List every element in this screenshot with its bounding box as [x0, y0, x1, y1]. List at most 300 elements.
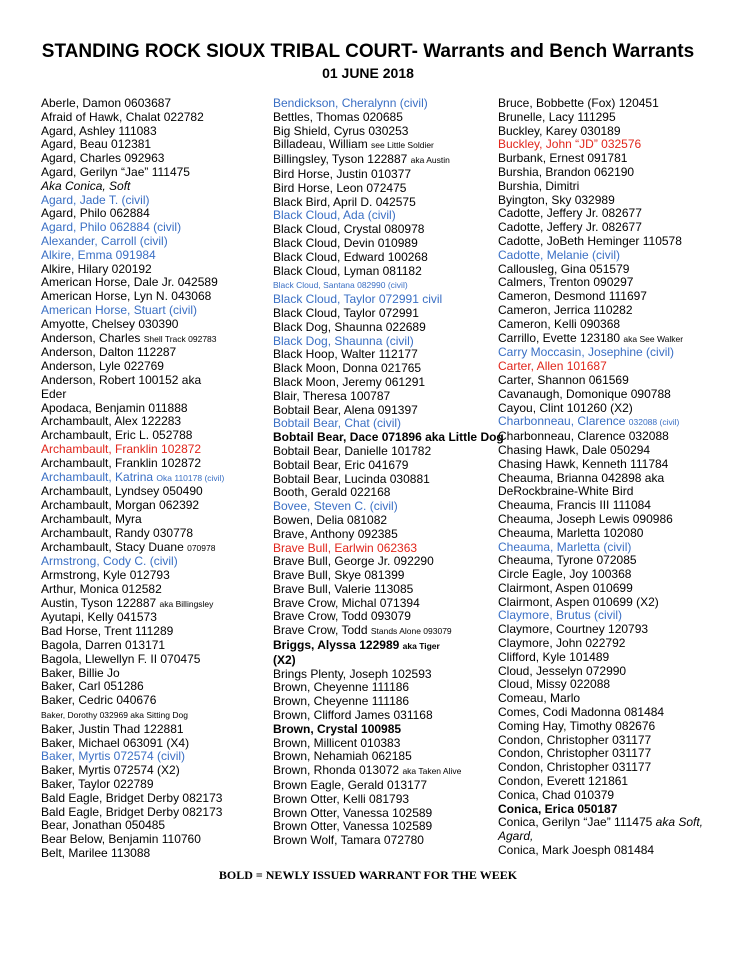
entry-text: Austin, Tyson 122887 [41, 595, 157, 610]
warrant-entry [498, 402, 730, 416]
entry-text: Black Cloud, Taylor 072991 [273, 305, 419, 320]
entry-text: Agard, Ashley 111083 [41, 123, 157, 138]
warrant-entry [498, 678, 730, 692]
entry-text: Armstrong, Cody C. (civil) [41, 554, 178, 569]
entry-text: Conica, Chad 010379 [498, 787, 615, 802]
warrant-entry [41, 708, 273, 723]
warrant-entry [273, 251, 505, 265]
entry-text: Brave Crow, Todd [273, 623, 368, 638]
entry-text: Bald Eagle, Bridget Derby 082173 [41, 804, 223, 819]
warrant-entry [41, 415, 273, 429]
warrant-entry [41, 694, 273, 708]
entry-note: see Little Soldier [371, 140, 434, 151]
warrant-entry [41, 249, 273, 263]
entry-text: Black Cloud, Edward 100268 [273, 249, 428, 264]
warrant-entry [273, 737, 505, 751]
warrant-entry [41, 541, 273, 556]
column-1 [41, 97, 273, 861]
entry-text: Archambault, Alex 122283 [41, 414, 182, 429]
entry-text: Baker, Michael 063091 (X4) [41, 735, 190, 750]
warrant-entry [498, 582, 730, 596]
entry-text: Chasing Hawk, Dale 050294 [498, 442, 651, 457]
warrant-entry [273, 723, 505, 737]
warrant-entry [498, 706, 730, 720]
entry-text: Agard, Charles 092963 [41, 151, 165, 166]
warrant-entry [498, 609, 730, 623]
entry-text: American Horse, Lyn N. 043068 [41, 289, 212, 304]
entry-text: Bagola, Llewellyn F. II 070475 [41, 651, 201, 666]
entry-text: Carry Moccasin, Josephine (civil) [498, 345, 675, 360]
entry-note: aka Billingsley [159, 598, 214, 609]
warrant-entry [41, 625, 273, 639]
entry-text: Agard, Philo 062884 (civil) [41, 220, 182, 235]
entry-text: Bad Horse, Trent 111289 [41, 624, 174, 639]
entry-text: Archambault, Franklin 102872 [41, 455, 202, 470]
entry-text: Aberle, Damon 0603687 [41, 96, 172, 110]
warrant-entry [273, 542, 505, 556]
entry-text: Black Bird, April D. 042575 [273, 194, 416, 209]
warrant-entry [41, 764, 273, 778]
warrant-entry [41, 207, 273, 221]
warrant-entry [498, 789, 730, 803]
entry-text: Black Moon, Donna 021765 [273, 361, 422, 376]
entry-text: Brown Otter, Vanessa 102589 [273, 805, 433, 820]
warrant-entry [273, 307, 505, 321]
entry-text: Brave Crow, Michal 071394 [273, 595, 420, 610]
warrant-entry [41, 499, 273, 513]
warrant-entry [41, 263, 273, 277]
warrant-entry [498, 816, 730, 830]
entry-text: Belt, Marilee 113088 [41, 846, 151, 861]
warrant-entry [498, 623, 730, 637]
entry-note: aka See Walker [623, 333, 684, 344]
warrant-entry [498, 235, 730, 249]
entry-text: Brown Wolf, Tamara 072780 [273, 833, 424, 848]
warrant-entry [498, 651, 730, 665]
warrant-entry [41, 639, 273, 653]
warrant-entry [41, 221, 273, 235]
warrant-entry [273, 459, 505, 473]
warrant-entry [273, 639, 505, 654]
warrant-entry [498, 111, 730, 125]
entry-text: Callousleg, Gina 051579 [498, 261, 630, 276]
entry-text: Archambault, Randy 030778 [41, 525, 194, 540]
warrant-entry [273, 196, 505, 210]
warrant-entry [273, 153, 505, 168]
warrant-entry [498, 734, 730, 748]
warrant-entry [41, 374, 273, 388]
entry-text: Coming Hay, Timothy 082676 [498, 718, 656, 733]
entry-text: Condon, Christopher 031177 [498, 732, 652, 747]
warrant-entry [273, 168, 505, 182]
entry-text: Baker, Taylor 022789 [41, 777, 154, 792]
column-2 [273, 97, 505, 848]
warrant-entry [273, 709, 505, 723]
entry-note: aka Austin [410, 155, 450, 166]
entry-text: Brown, Cheyenne 111186 [273, 694, 410, 709]
entry-text: American Horse, Stuart (civil) [41, 302, 198, 317]
entry-text: Burbank, Ernest 091781 [498, 151, 628, 166]
entry-text: Agard, Philo 062884 [41, 206, 150, 221]
warrant-entry [498, 761, 730, 775]
entry-text: Arthur, Monica 012582 [41, 581, 162, 596]
entry-text: Byington, Sky 032989 [498, 192, 615, 207]
entry-text: Burshia, Dimitri [498, 178, 580, 193]
entry-text: Bird Horse, Leon 072475 [273, 180, 407, 195]
entry-note: 070978 [187, 542, 216, 553]
entry-text: Baker, Cedric 040676 [41, 693, 157, 708]
warrant-entry [498, 527, 730, 541]
entry-text: Brown, Nehamiah 062185 [273, 749, 412, 764]
entry-text: (X2) [273, 652, 296, 667]
warrant-entry [498, 554, 730, 568]
entry-text: Condon, Christopher 031177 [498, 760, 652, 775]
entry-text: Bobtail Bear, Eric 041679 [273, 457, 409, 472]
entry-text: Bendickson, Cheralynn (civil) [273, 96, 428, 110]
warrant-entry [273, 265, 505, 279]
warrant-entry [498, 430, 730, 444]
entry-text: Condon, Christopher 031177 [498, 746, 652, 761]
warrant-entry [498, 472, 730, 486]
entry-text: Archambault, Stacy Duane [41, 539, 184, 554]
warrant-entry [498, 152, 730, 166]
warrant-entry [498, 207, 730, 221]
legend-footer: BOLD = NEWLY ISSUED WARRANT FOR THE WEEK [218, 868, 518, 882]
warrant-entry [41, 847, 273, 861]
entry-text: Black Moon, Jeremy 061291 [273, 374, 426, 389]
entry-text: Brings Plenty, Joseph 102593 [273, 666, 432, 681]
entry-text: Clairmont, Aspen 010699 [498, 580, 633, 595]
entry-text: Bird Horse, Justin 010377 [273, 166, 412, 181]
entry-text: Big Shield, Cyrus 030253 [273, 123, 409, 138]
warrant-entry [41, 611, 273, 625]
warrant-entry [41, 138, 273, 152]
warrant-entry [273, 624, 505, 639]
entry-text: Cheauma, Joseph Lewis 090986 [498, 511, 673, 526]
entry-text: Cadotte, JoBeth Heminger 110578 [498, 233, 682, 248]
entry-text: Bear Below, Benjamin 110760 [41, 832, 201, 847]
entry-text: Amyotte, Chelsey 030390 [41, 316, 179, 331]
entry-text: Brown, Millicent 010383 [273, 735, 401, 750]
entry-text: Billingsley, Tyson 122887 [273, 152, 408, 167]
entry-text: Cloud, Jesselyn 072990 [498, 663, 627, 678]
warrant-entry [273, 445, 505, 459]
entry-text: Black Dog, Shaunna (civil) [273, 333, 414, 348]
entry-text: American Horse, Dale Jr. 042589 [41, 275, 218, 290]
warrant-entry [273, 500, 505, 514]
entry-text: Cameron, Jerrica 110282 [498, 302, 633, 317]
entry-text: Bobtail Bear, Dace 071896 aka Little Dog [273, 430, 504, 445]
warrant-entry [41, 792, 273, 806]
entry-text: Carter, Shannon 061569 [498, 372, 629, 387]
warrant-entry [273, 695, 505, 709]
warrant-entry [498, 844, 730, 858]
warrant-entry [41, 569, 273, 583]
entry-text: Black Cloud, Lyman 081182 [273, 263, 422, 278]
entry-text: Brave Bull, Earlwin 062363 [273, 540, 418, 555]
entry-text: Agard, [498, 829, 534, 844]
warrant-entry [41, 97, 273, 111]
entry-text: Archambault, Katrina [41, 469, 154, 484]
entry-text: Brown, Crystal 100985 [273, 721, 402, 736]
entry-text: Cadotte, Melanie (civil) [498, 247, 621, 262]
warrant-entry [498, 444, 730, 458]
entry-text: Eder [41, 386, 67, 401]
warrant-entry [498, 775, 730, 789]
warrant-entry [498, 194, 730, 208]
warrant-entry [41, 429, 273, 443]
warrant-entry [498, 830, 730, 844]
entry-text: Cavanaugh, Domonique 090788 [498, 386, 671, 401]
entry-text: Booth, Gerald 022168 [273, 485, 391, 500]
entry-text: Cameron, Desmond 111697 [498, 289, 647, 304]
warrant-entry [273, 404, 505, 418]
entry-text: Brown Eagle, Gerald 013177 [273, 778, 428, 793]
warrant-entry [41, 680, 273, 694]
warrant-entry [498, 388, 730, 402]
entry-text: Brave, Anthony 092385 [273, 526, 398, 541]
warrant-entry [498, 276, 730, 290]
entry-text: Bovee, Steven C. (civil) [273, 499, 398, 514]
warrant-entry [498, 568, 730, 582]
warrant-entry [273, 182, 505, 196]
warrant-entry [498, 332, 730, 347]
entry-note: Oka 110178 (civil) [156, 472, 225, 483]
entry-text: Blair, Theresa 100787 [273, 388, 391, 403]
entry-text: Afraid of Hawk, Chalat 022782 [41, 109, 204, 124]
warrant-entry [41, 750, 273, 764]
warrant-entry [273, 514, 505, 528]
warrant-entry [498, 692, 730, 706]
warrant-entry [41, 471, 273, 486]
entry-text: Baker, Myrtis 072574 (X2) [41, 763, 180, 778]
warrant-entry [41, 833, 273, 847]
entry-text: Alkire, Hilary 020192 [41, 261, 152, 276]
entry-text: Archambault, Franklin 102872 [41, 441, 202, 456]
warrant-entry [498, 180, 730, 194]
warrant-entry [498, 318, 730, 332]
warrant-entry [41, 653, 273, 667]
warrant-entry [41, 166, 273, 180]
entry-text: Bowen, Delia 081082 [273, 512, 388, 527]
entry-text: Brown Otter, Vanessa 102589 [273, 819, 433, 834]
warrant-entry [41, 485, 273, 499]
entry-text: Ayutapi, Kelly 041573 [41, 610, 157, 625]
entry-text: Comeau, Marlo [498, 691, 581, 706]
warrant-entry [273, 237, 505, 251]
warrant-entry [41, 527, 273, 541]
warrant-entry [41, 318, 273, 332]
entry-text: Bobtail Bear, Alena 091397 [273, 402, 418, 417]
entry-alias: aka Soft, [655, 815, 704, 830]
entry-text: Brown, Cheyenne 111186 [273, 680, 410, 695]
warrant-entry [498, 263, 730, 277]
entry-text: Cheauma, Brianna 042898 aka [498, 470, 665, 485]
entry-text: Agard, Gerilyn “Jae” 111475 [41, 164, 190, 179]
warrant-entry [41, 388, 273, 402]
entry-text: Anderson, Charles [41, 330, 141, 345]
warrant-entry [41, 402, 273, 416]
entry-text: Bettles, Thomas 020685 [273, 109, 403, 124]
entry-text: Conica, Gerilyn “Jae” 111475 [498, 815, 653, 830]
warrant-entry [41, 737, 273, 751]
entry-text: Black Dog, Shaunna 022689 [273, 319, 426, 334]
warrant-entry [498, 665, 730, 679]
entry-text: Brown, Rhonda 013072 [273, 763, 400, 778]
warrant-entry [498, 346, 730, 360]
entry-note: Shell Track 092783 [143, 333, 217, 344]
warrant-entry [498, 166, 730, 180]
entry-text: Black Cloud, Crystal 080978 [273, 222, 425, 237]
warrant-entry [41, 180, 273, 194]
entry-text: Apodaca, Benjamin 011888 [41, 400, 188, 415]
entry-text: Brave Crow, Todd 093079 [273, 609, 411, 624]
warrant-entry [498, 513, 730, 527]
warrant-entry [41, 360, 273, 374]
warrant-entry [273, 431, 505, 445]
warrant-entry [273, 362, 505, 376]
entry-text: Archambault, Lyndsey 050490 [41, 484, 203, 499]
entry-note: aka Tiger [402, 641, 440, 652]
warrant-entry [498, 499, 730, 513]
warrant-entry [41, 667, 273, 681]
entry-text: Carter, Allen 101687 [498, 359, 607, 374]
warrant-entry [41, 513, 273, 527]
entry-text: Brown Otter, Kelli 081793 [273, 791, 410, 806]
entry-text: Archambault, Myra [41, 511, 142, 526]
entry-text: Charbonneau, Clarence [498, 414, 626, 429]
entry-text: Claymore, John 022792 [498, 636, 626, 651]
warrant-entry [498, 125, 730, 139]
warrant-entry [41, 111, 273, 125]
entry-text: Clairmont, Aspen 010699 (X2) [498, 594, 659, 609]
warrant-entry [41, 290, 273, 304]
entry-text: Bobtail Bear, Danielle 101782 [273, 443, 432, 458]
warrant-entry [273, 654, 505, 668]
warrant-entry [273, 335, 505, 349]
entry-note: aka Taken Alive [402, 766, 462, 777]
warrant-entry [273, 583, 505, 597]
warrant-entry [41, 457, 273, 471]
warrant-entry [41, 194, 273, 208]
warrant-entry [273, 807, 505, 821]
entry-text: Buckley, John “JD” 032576 [498, 137, 642, 152]
entry-text: Cameron, Kelli 090368 [498, 316, 621, 331]
entry-text: Cayou, Clint 101260 (X2) [498, 400, 633, 415]
warrant-entry [273, 97, 505, 111]
entry-text: Brown, Clifford James 031168 [273, 708, 433, 723]
warrant-entry [498, 596, 730, 610]
entry-text: Aka Conica, Soft [41, 178, 131, 193]
entry-text: Billadeau, William [273, 137, 368, 152]
warrant-entry [498, 415, 730, 430]
warrant-entry [273, 555, 505, 569]
entry-text: Anderson, Dalton 112287 [41, 345, 177, 360]
warrant-entry [273, 293, 505, 307]
warrant-entry [498, 485, 730, 499]
warrant-entry [498, 249, 730, 263]
entry-note: Black Cloud, Santana 082990 (civil) [273, 280, 408, 291]
warrant-entry [498, 374, 730, 388]
entry-text: Bagola, Darren 013171 [41, 638, 166, 653]
entry-text: Burshia, Brandon 062190 [498, 164, 635, 179]
entry-text: Baker, Justin Thad 122881 [41, 721, 184, 736]
entry-text: Calmers, Trenton 090297 [498, 275, 634, 290]
warrant-entry [498, 637, 730, 651]
warrant-entry [273, 750, 505, 764]
warrant-entry [41, 555, 273, 569]
entry-text: Brave Bull, George Jr. 092290 [273, 554, 434, 569]
warrant-entry [41, 332, 273, 347]
entry-text: Bobtail Bear, Lucinda 030881 [273, 471, 430, 486]
entry-text: Circle Eagle, Joy 100368 [498, 567, 632, 582]
entry-text: Buckley, Karey 030189 [498, 123, 621, 138]
entry-text: Black Cloud, Ada (civil) [273, 208, 396, 223]
entry-text: Condon, Everett 121861 [498, 774, 629, 789]
warrant-entry [273, 111, 505, 125]
entry-text: Chasing Hawk, Kenneth 111784 [498, 456, 669, 471]
entry-note: DeRockbraine-White Bird [498, 484, 634, 499]
entry-note: Stands Alone 093079 [370, 626, 452, 637]
entry-text: Black Cloud, Taylor 072991 civil [273, 292, 443, 307]
warrant-entry [41, 819, 273, 833]
warrant-entry [273, 834, 505, 848]
entry-text: Anderson, Robert 100152 aka [41, 372, 202, 387]
entry-text: Black Hoop, Walter 112177 [273, 347, 418, 362]
warrant-entry [273, 820, 505, 834]
warrant-entry [498, 541, 730, 555]
entry-note: Baker, Dorothy 032969 aka Sitting Dog [41, 710, 188, 721]
warrant-entry [41, 778, 273, 792]
entry-text: Briggs, Alyssa 122989 [273, 638, 400, 653]
entry-text: Alexander, Carroll (civil) [41, 233, 168, 248]
page-title: STANDING ROCK SIOUX TRIBAL COURT- Warrants and Bench Warrants [41, 41, 695, 62]
warrant-entry [498, 138, 730, 152]
warrant-entry [273, 528, 505, 542]
entry-text: Black Cloud, Devin 010989 [273, 235, 418, 250]
warrant-entry [498, 803, 730, 817]
warrant-entry [273, 376, 505, 390]
warrant-entry [41, 152, 273, 166]
entry-text: Agard, Beau 012381 [41, 137, 152, 152]
entry-text: Bruce, Bobbette (Fox) 120451 [498, 96, 659, 110]
entry-text: Brave Bull, Skye 081399 [273, 568, 405, 583]
entry-text: Bear, Jonathan 050485 [41, 818, 166, 833]
entry-text: Bobtail Bear, Chat (civil) [273, 416, 402, 431]
entry-text: Cadotte, Jeffery Jr. 082677 [498, 220, 642, 235]
warrant-entry [273, 764, 505, 779]
entry-text: Alkire, Emma 091984 [41, 247, 156, 262]
warrant-entry [498, 290, 730, 304]
warrant-entry [41, 304, 273, 318]
warrant-entry [498, 747, 730, 761]
warrant-entry [41, 443, 273, 457]
warrant-entry [41, 597, 273, 612]
entry-text: Conica, Erica 050187 [498, 801, 618, 816]
entry-text: Baker, Myrtis 072574 (civil) [41, 749, 186, 764]
warrant-entry [273, 125, 505, 139]
warrant-entry [498, 360, 730, 374]
entry-text: Cheauma, Tyrone 072085 [498, 553, 637, 568]
entry-text: Baker, Carl 051286 [41, 679, 144, 694]
entry-text: Cheauma, Marletta (civil) [498, 539, 632, 554]
warrant-entry [498, 304, 730, 318]
entry-text: Cheauma, Marletta 102080 [498, 525, 644, 540]
entry-text: Baker, Billie Jo [41, 665, 120, 680]
entry-text: Clifford, Kyle 101489 [498, 649, 610, 664]
entry-text: Armstrong, Kyle 012793 [41, 568, 170, 583]
warrant-entry [41, 806, 273, 820]
